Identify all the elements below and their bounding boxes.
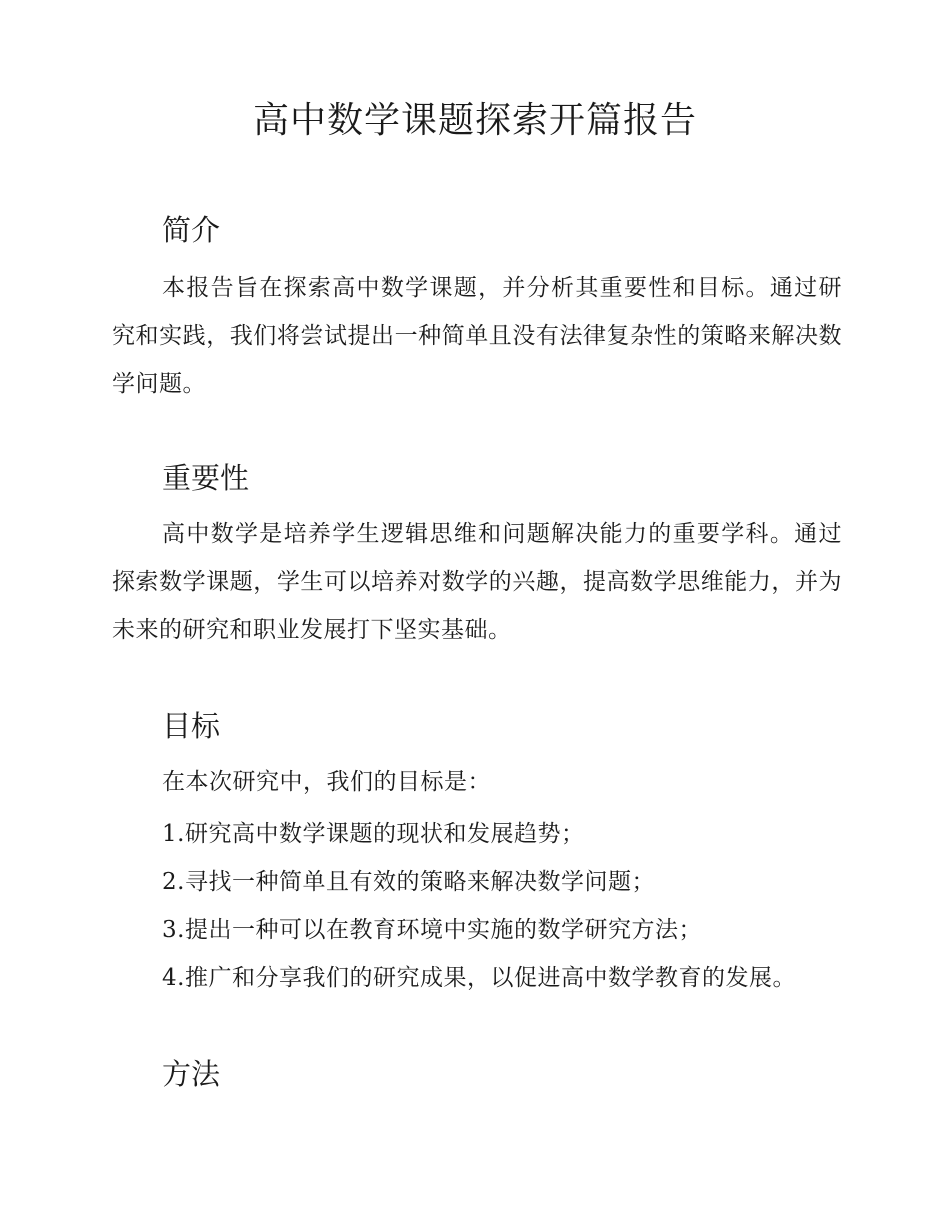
intro-paragraph: 本报告旨在探索高中数学课题，并分析其重要性和目标。通过研究和实践，我们将尝试提出一种简单且没有法律复杂性的策略来解决数学问题。 xyxy=(112,275,842,397)
goal-item: 1.研究高中数学课题的现状和发展趋势； xyxy=(162,821,585,847)
section-heading-importance: 重要性 xyxy=(162,461,250,495)
document-title: 高中数学课题探索开篇报告 xyxy=(252,100,697,141)
goals-intro: 在本次研究中，我们的目标是： xyxy=(162,769,491,795)
goals-list xyxy=(162,810,796,1002)
goal-item: 4.推广和分享我们的研究成果，以促进高中数学教育的发展。 xyxy=(162,965,796,991)
importance-paragraph: 高中数学是培养学生逻辑思维和问题解决能力的重要学科。通过探索数学课题，学生可以培养对数学的兴趣，提高数学思维能力，并为未来的研究和职业发展打下坚实基础。 xyxy=(112,521,842,643)
goal-item: 3.提出一种可以在教育环境中实施的数学研究方法； xyxy=(162,917,702,943)
section-heading-intro: 简介 xyxy=(162,213,221,247)
section-heading-goals: 目标 xyxy=(162,709,221,743)
goal-item: 2.寻找一种简单且有效的策略来解决数学问题； xyxy=(162,869,655,895)
section-heading-methods: 方法 xyxy=(162,1057,221,1091)
